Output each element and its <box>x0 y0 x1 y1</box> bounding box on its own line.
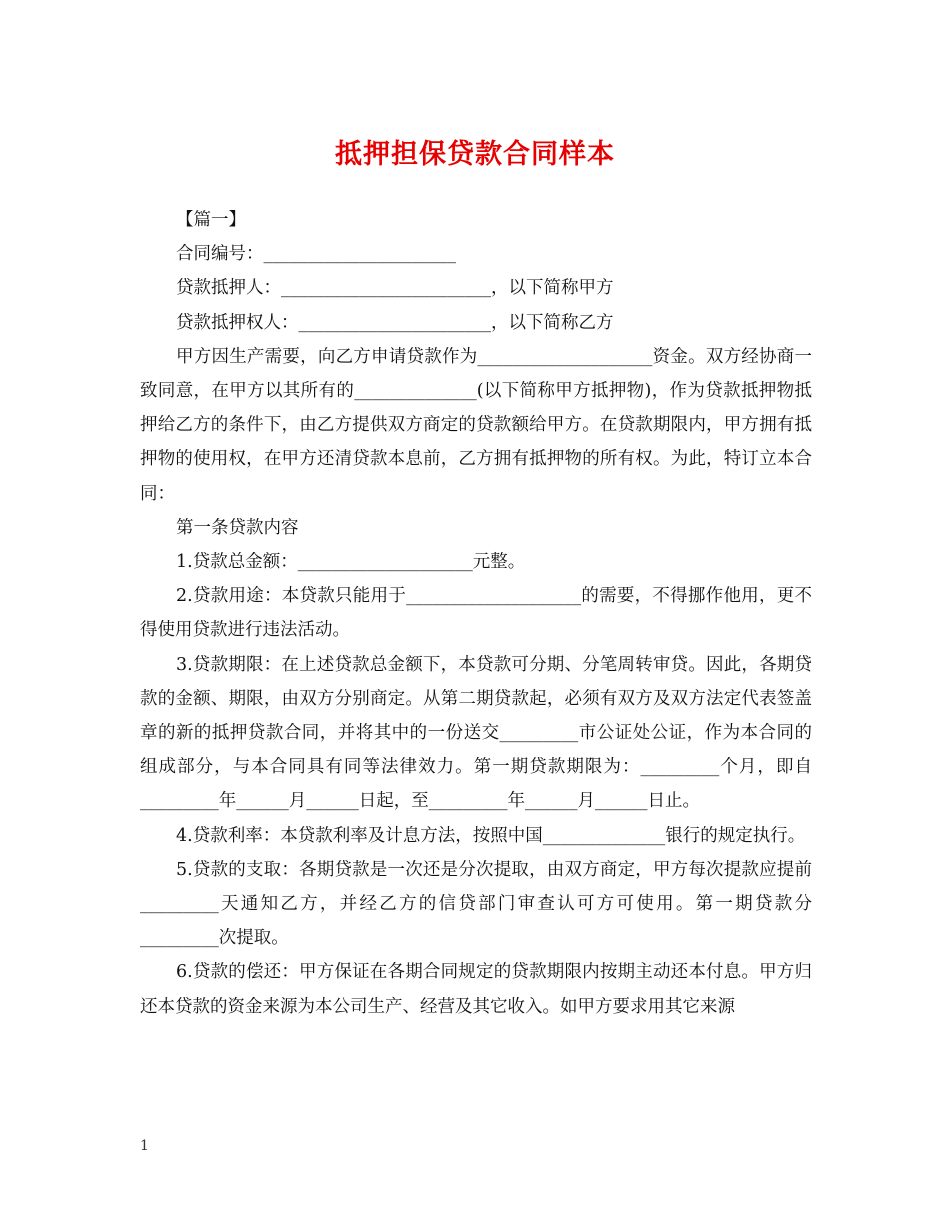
document-body <box>140 203 812 1024</box>
mortgagor-line: 贷款抵押人：________________________，以下简称甲方 <box>176 278 614 299</box>
article-heading: 第一条贷款内容 <box>176 517 299 538</box>
clause-withdrawal: 5.贷款的支取：各期贷款是一次还是分次提取，由双方商定，甲方每次提款应提前_________天通知乙方，并经乙方的信贷部门审查认可方可使用。第一期贷款分_________次提取。 <box>140 859 812 949</box>
clause-total-amount: 1.贷款总金额：____________________元整。 <box>176 552 526 573</box>
mortgagee-line: 贷款抵押权人：______________________，以下简称乙方 <box>176 312 614 333</box>
clause-loan-purpose: 2.贷款用途：本贷款只能用于____________________的需要，不得挪作他用，更不得使用贷款进行违法活动。 <box>140 586 812 641</box>
document-title: 抵押担保贷款合同样本 <box>335 139 615 170</box>
clause-interest-rate: 4.贷款利率：本贷款利率及计息方法，按照中国______________银行的规定执行。 <box>176 825 806 846</box>
section-heading: 【篇一】 <box>176 210 246 230</box>
preamble-paragraph: 甲方因生产需要，向乙方申请贷款作为____________________资金。双方经协商一致同意，在甲方以其所有的______________(以下简称甲方抵押物)，作为贷款抵押物抵押给乙方的条件下，由乙方提供双方商定的贷款额给甲方。在贷款期限内，甲方拥有抵押物的使用权，在甲方还清贷款本息前，乙方拥有抵押物的所有权。为此，特订立本合同： <box>140 346 812 504</box>
clause-loan-term: 3.贷款期限：在上述贷款总金额下，本贷款可分期、分笔周转审贷。因此，各期贷款的金额、期限，由双方分别商定。从第二期贷款起，必须有双方及双方法定代表签盖章的新的抵押贷款合同，并将其中的一份送交_________市公证处公证，作为本合同的组成部分，与本合同具有同等法律效力。第一期贷款期限为：_________个月，即自_________年______月______日起，至_________年______月______日止。 <box>140 654 812 812</box>
clause-repayment: 6.贷款的偿还：甲方保证在各期合同规定的贷款期限内按期主动还本付息。甲方归还本贷款的资金来源为本公司生产、经营及其它收入。如甲方要求用其它来源 <box>140 962 812 1017</box>
contract-number-line: 合同编号：______________________ <box>176 244 456 265</box>
page-number: 1 <box>140 1138 149 1154</box>
